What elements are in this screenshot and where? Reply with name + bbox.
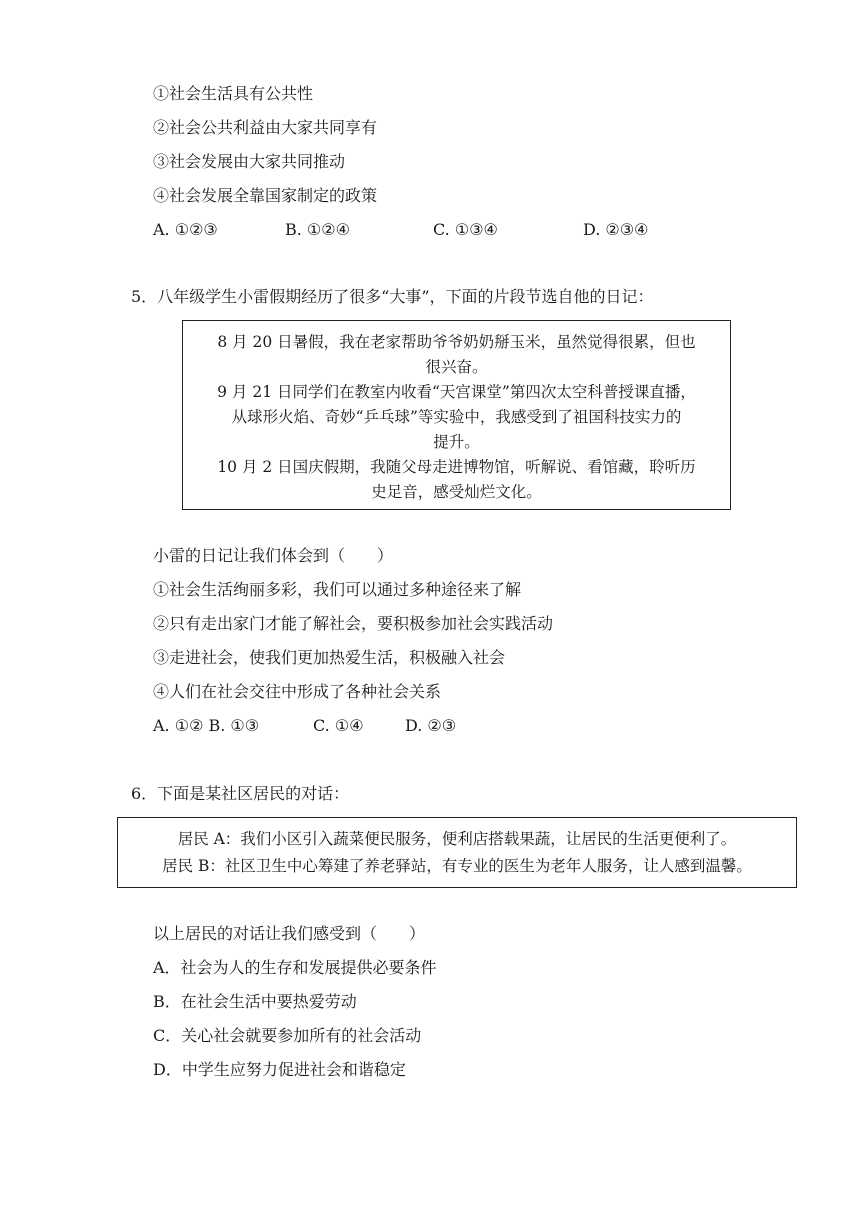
q5-stem: 5．八年级学生小雷假期经历了很多“大事”，下面的片段节选自他的日记：	[131, 287, 654, 306]
q5-statement-4: ④人们在社会交往中形成了各种社会关系	[153, 682, 442, 701]
diary-line: 史足音，感受灿烂文化。	[371, 483, 542, 501]
q6-option-c: C．关心社会就要参加所有的社会活动	[153, 1026, 422, 1045]
q5-statement-2: ②只有走出家门才能了解社会，要积极参加社会实践活动	[153, 614, 554, 633]
q5-diary-box	[182, 320, 731, 510]
q5-option-ab: A. ①② B. ①③	[153, 716, 260, 735]
q4-statement-3: ③社会发展由大家共同推动	[153, 152, 346, 171]
diary-line: 提升。	[433, 433, 480, 451]
q5-options	[153, 716, 513, 736]
dialogue-line: 居民 A：我们小区引入蔬菜便民服务，便利店搭载果蔬，让居民的生活更便利了。	[177, 830, 737, 848]
q6-option-a: A．社会为人的生存和发展提供必要条件	[153, 958, 437, 977]
q6-dialogue-box	[117, 817, 797, 888]
diary-line: 很兴奋。	[425, 358, 488, 376]
q4-option-b: B. ①②④	[285, 220, 350, 239]
q4-option-a: A. ①②③	[153, 220, 218, 239]
q4-statement-1: ①社会生活具有公共性	[153, 84, 314, 103]
q5-statement-1: ①社会生活绚丽多彩，我们可以通过多种途径来了解	[153, 580, 522, 599]
diary-line: 10 月 2 日国庆假期，我随父母走进博物馆，听解说、看馆藏，聆听历	[217, 458, 696, 476]
diary-line: 8 月 20 日暑假，我在老家帮助爷爷奶奶掰玉米，虽然觉得很累，但也	[217, 333, 696, 351]
q4-statement-2: ②社会公共利益由大家共同享有	[153, 118, 378, 137]
q4-statement-4: ④社会发展全靠国家制定的政策	[153, 186, 378, 205]
q6-question: 以上居民的对话让我们感受到（ ）	[153, 924, 426, 943]
q6-stem: 6．下面是某社区居民的对话：	[131, 784, 350, 803]
q5-question: 小雷的日记让我们体会到（ ）	[153, 546, 394, 565]
dialogue-line: 居民 B：社区卫生中心筹建了养老驿站，有专业的医生为老年人服务，让人感到温馨。	[162, 857, 752, 875]
q5-statement-3: ③走进社会，使我们更加热爱生活，积极融入社会	[153, 648, 506, 667]
q4-option-d: D. ②③④	[583, 220, 649, 239]
q5-option-c: C. ①④	[313, 716, 364, 735]
diary-line: 9 月 21 日同学们在教室内收看“天宫课堂”第四次太空科普授课直播，	[217, 383, 696, 401]
q6-option-d: D．中学生应努力促进社会和谐稳定	[153, 1060, 406, 1079]
q4-option-c: C. ①③④	[433, 220, 498, 239]
diary-line: 从球形火焰、奇妙“乒乓球”等实验中，我感受到了祖国科技实力的	[231, 408, 682, 426]
q5-option-d: D. ②③	[405, 716, 457, 735]
q4-options	[153, 220, 713, 240]
q6-option-b: B．在社会生活中要热爱劳动	[153, 992, 357, 1011]
